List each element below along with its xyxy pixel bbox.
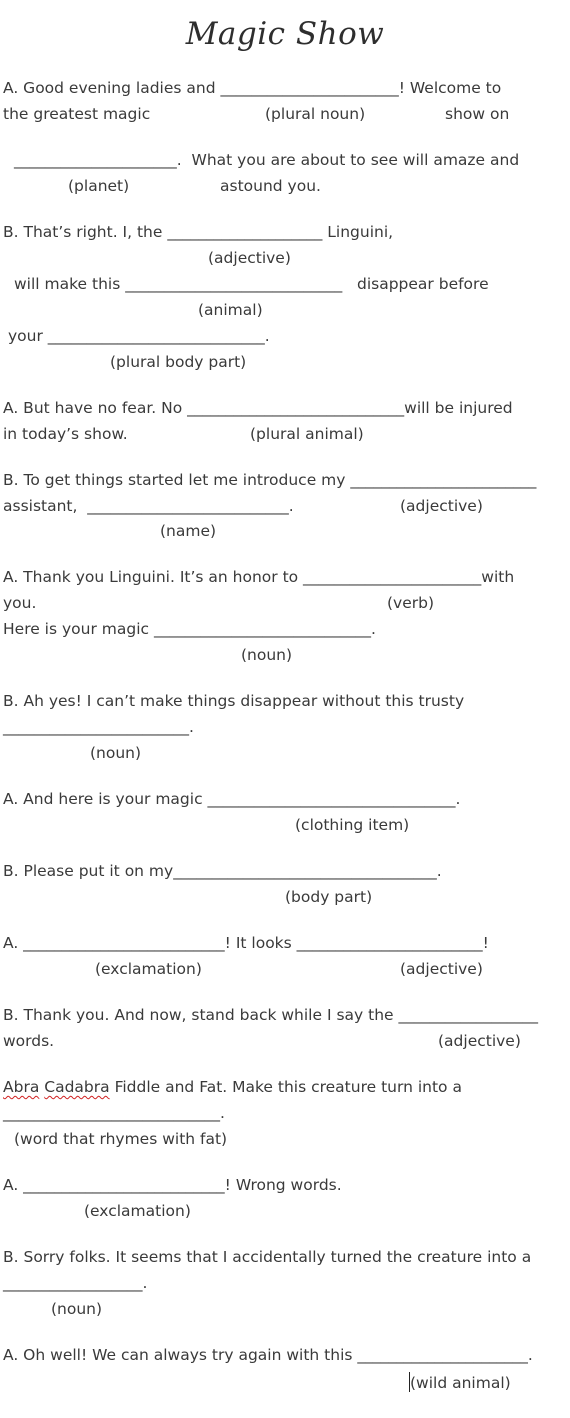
word-type-hint: (verb) [387,594,435,612]
word-type-hint: (exclamation) [84,1202,191,1220]
story-line: show on [445,105,510,123]
word-type-hint: (body part) [285,888,373,906]
word-type-hint: (clothing item) [295,816,410,834]
story-line: B. To get things started let me introduce my ________________________ [3,471,537,489]
word-type-hint: (adjective) [438,1032,521,1050]
story-line: B. Sorry folks. It seems that I accidentally turned the creature into a [3,1248,532,1266]
story-line: ________________________. [3,718,194,736]
story-line: A. Good evening ladies and _______________________! Welcome to [3,79,502,97]
story-line: B. Thank you. And now, stand back while I say the __________________ [3,1006,538,1024]
word-type-hint: (plural animal) [250,425,364,443]
word-type-hint: (word that rhymes with fat) [14,1130,228,1148]
story-line: Here is your magic ____________________________. [3,620,376,638]
story-line: B. Ah yes! I can’t make things disappear without this trusty [3,692,465,710]
story-line: A. But have no fear. No ____________________________will be injured [3,399,513,417]
story-line: astound you. [220,177,321,195]
story-line: __________________. [3,1274,148,1292]
story-line: B. Please put it on my__________________________________. [3,862,442,880]
story-line: B. That’s right. I, the ____________________ Linguini, [3,223,394,241]
story-line: A. __________________________! It looks ________________________! [3,934,489,952]
story-line: words. [3,1032,55,1050]
word-type-hint: (noun) [51,1300,103,1318]
word-type-hint: (adjective) [400,497,483,515]
story-line: A. Oh well! We can always try again with this ______________________. [3,1346,533,1364]
story-line: A. And here is your magic ________________________________. [3,790,461,808]
word-type-hint: (plural body part) [110,353,247,371]
word-type-hint: (noun) [241,646,293,664]
story-line: your ____________________________. [8,327,270,345]
spellcheck-word: Cadabra [44,1078,110,1096]
word-type-hint: (plural noun) [265,105,366,123]
word-type-hint: (wild animal) [410,1374,511,1392]
word-type-hint: (name) [160,522,217,540]
story-line: will make this ____________________________ disappear before [14,275,489,293]
word-type-hint: (planet) [68,177,130,195]
story-line: in today’s show. [3,425,128,443]
story-line: A. Thank you Linguini. It’s an honor to _______________________with [3,568,515,586]
story-line: assistant, __________________________. [3,497,294,515]
text-cursor [409,1372,410,1392]
page-title: Magic Show [185,16,385,52]
word-type-hint: (noun) [90,744,142,762]
word-type-hint: (adjective) [400,960,483,978]
story-line: the greatest magic [3,105,151,123]
spellcheck-word: Abra [3,1078,40,1096]
story-line: you. [3,594,37,612]
word-type-hint: (animal) [198,301,263,319]
abra-cadabra-line [3,1077,462,1097]
story-line: A. __________________________! Wrong words. [3,1176,342,1194]
abra-line-rest: Fiddle and Fat. Make this creature turn into a [109,1078,462,1096]
blank-line: ____________________________. [3,1104,225,1122]
word-type-hint: (adjective) [208,249,291,267]
story-line: _____________________. What you are about to see will amaze and [14,151,520,169]
word-type-hint: (exclamation) [95,960,202,978]
